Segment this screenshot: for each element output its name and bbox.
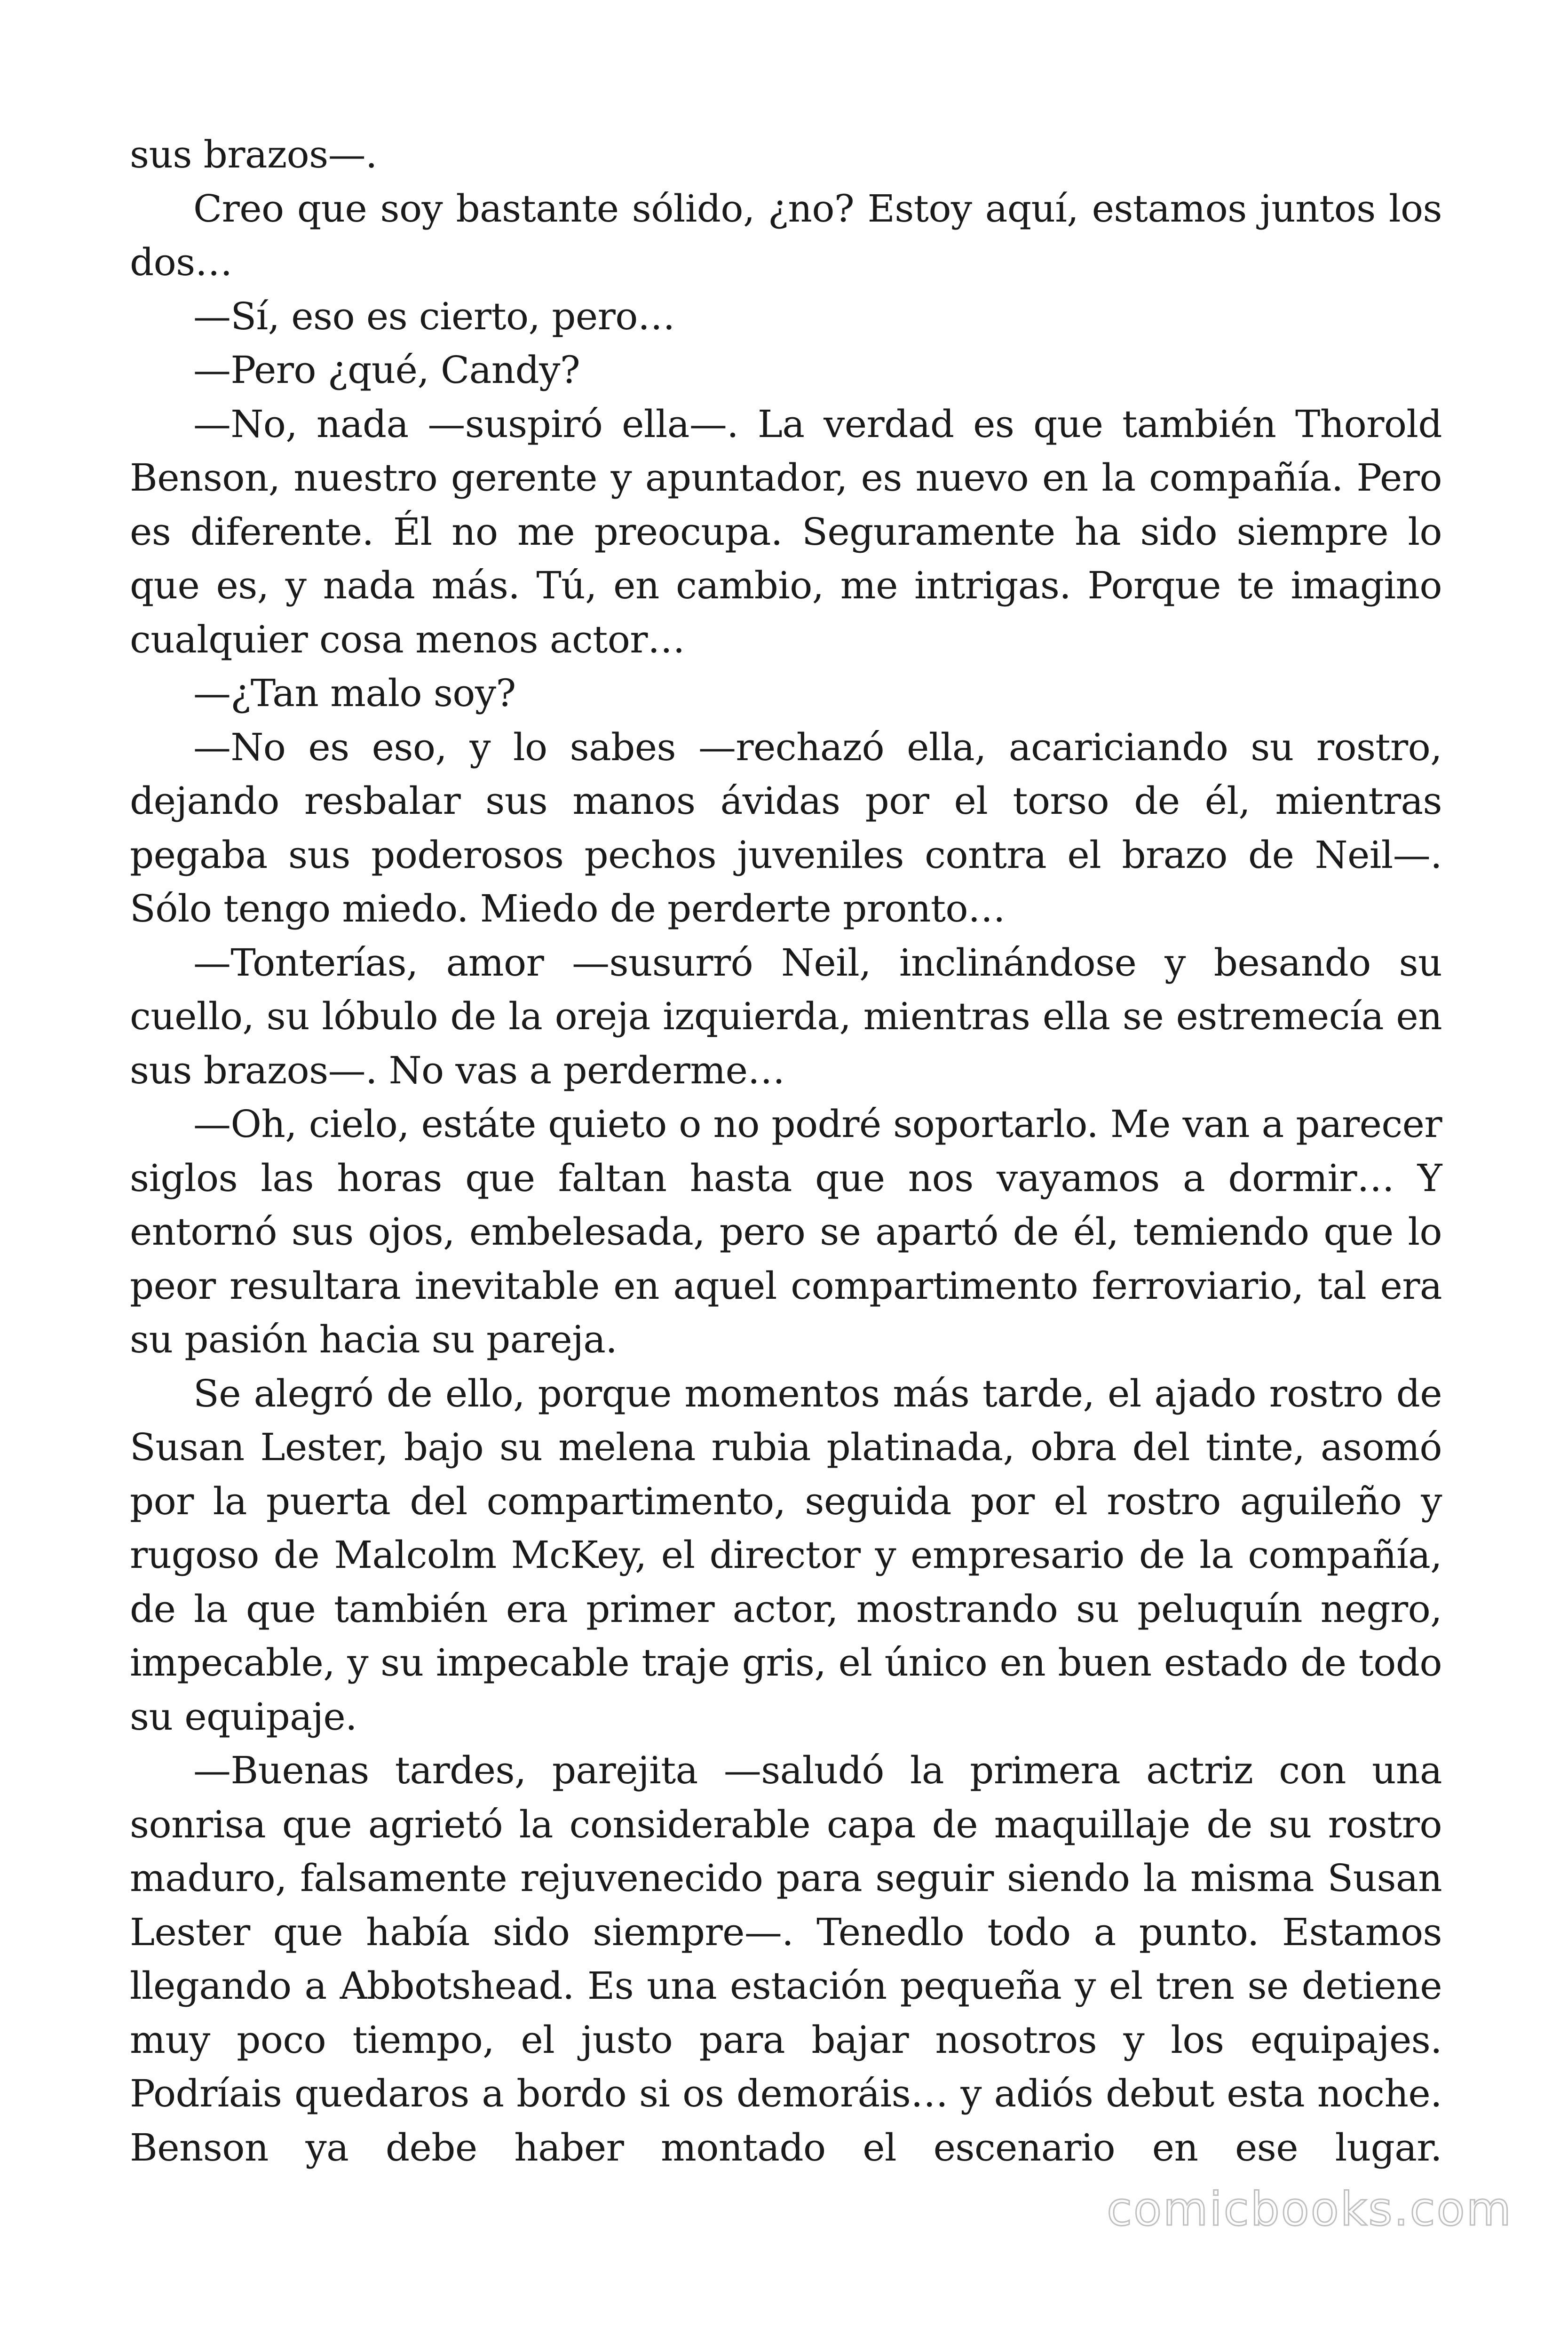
paragraph: —No, nada —suspiró ella—. La verdad es que también Thorold Benson, nuestro gerente y apuntador, es nuevo en la compañía. Pero es diferente. Él no me preocupa. Seguramente ha sido siempre lo que es, y nada más. Tú, en cambio, me intrigas. Porque te imagino cualquier cosa menos actor… (130, 402, 1442, 661)
paragraph: Se alegró de ello, porque momentos más tarde, el ajado rostro de Susan Lester, bajo su melena rubia platinada, obra del tinte, asomó por la puerta del compartimento, seguida por el rostro aguileño y rugoso de Malcolm McKey, el director y empresario de la compañía, de la que también era primer actor, mostrando su peluquín negro, impecable, y su impecable traje gris, el único en buen estado de todo su equipaje. (130, 1371, 1442, 1739)
paragraph: —No es eso, y lo sabes —rechazó ella, acariciando su rostro, dejando resbalar sus manos ávidas por el torso de él, mientras pegaba sus poderosos pechos juveniles contra el brazo de Neil—. Sólo tengo miedo. Miedo de perderte pronto… (130, 725, 1442, 930)
paragraph: —Sí, eso es cierto, pero… (193, 294, 675, 338)
paragraph: —¿Tan malo soy? (193, 671, 516, 715)
paragraph: —Buenas tardes, parejita —saludó la primera actriz con una sonrisa que agrietó la considerable capa de maquillaje de su rostro maduro, falsamente rejuvenecido para seguir siendo la misma Susan Lester que había sido siempre—. Tenedlo todo a punto. Estamos llegando a Abbotshead. Es una estación pequeña y el tren se detiene muy poco tiempo, el justo para bajar nosotros y los equipajes. Podríais quedaros a bordo si os demoráis… y adiós debut esta noche. Benson ya debe haber montado el escenario en ese lugar. (130, 1748, 1442, 2169)
paragraph: —Pero ¿qué, Candy? (193, 348, 580, 392)
paragraph: —Oh, cielo, estáte quieto o no podré soportarlo. Me van a parecer siglos las horas que faltan hasta que nos vayamos a dormir… Y entornó sus ojos, embelesada, pero se apartó de él, temiendo que lo peor resultara inevitable en aquel compartimento ferroviario, tal era su pasión hacia su pareja. (130, 1102, 1442, 1361)
paragraph: Creo que soy bastante sólido, ¿no? Estoy aquí, estamos juntos los dos… (130, 186, 1442, 284)
body-text (130, 128, 1442, 2175)
paragraph: sus brazos—. (130, 133, 377, 176)
watermark-logo: comicbooks.com (1107, 2183, 1513, 2236)
paragraph: —Tonterías, amor —susurró Neil, inclinándose y besando su cuello, su lóbulo de la oreja izquierda, mientras ella se estremecía en sus brazos—. No vas a perderme… (130, 940, 1442, 1092)
